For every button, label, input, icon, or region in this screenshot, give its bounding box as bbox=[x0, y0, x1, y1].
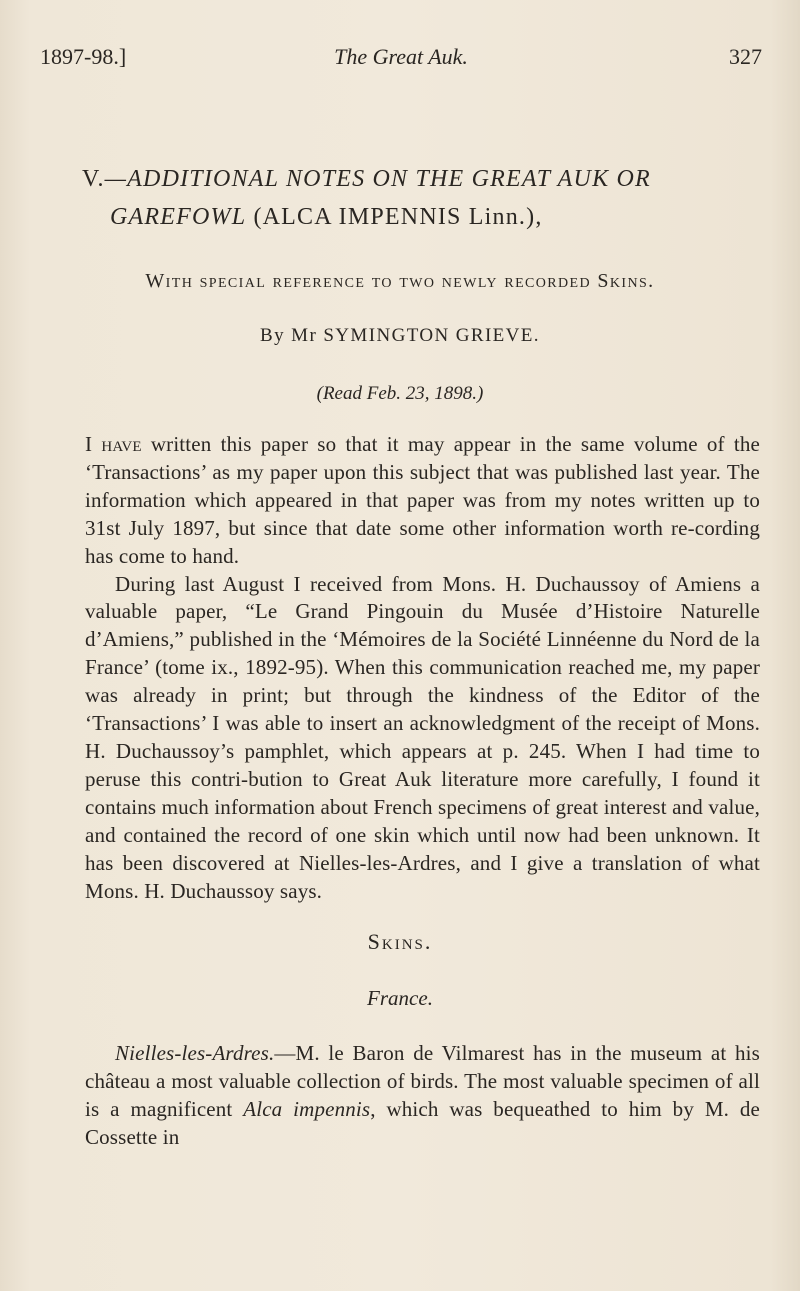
title-line1: —ADDITIONAL NOTES ON THE GREAT AUK OR bbox=[104, 166, 651, 192]
section-heading-skins: Skins. bbox=[367, 929, 433, 954]
body-text-2 bbox=[85, 1040, 760, 1152]
running-head-title: The Great Auk. bbox=[334, 44, 468, 69]
paragraph-2: During last August I received from Mons. H. Duchaussoy of Amiens a valuable paper, “Le Grand Pingouin du Musée d’Histoire Naturelle d’Amiens,” published in the ‘Mémoires de la Société Linnéenne du Nord de la France’ (tome ix., 1892-95). When this communication reached me, my paper was already in print; but through the kindness of the Editor of the ‘Transactions’ I was able to insert an acknowledgment of the receipt of Mons. H. Duchaussoy’s pamphlet, which appears at p. 245. When I had time to peruse this contri-bution to Great Auk literature more carefully, I found it contains much information about French specimens of great interest and value, and contained the record of one skin which until now had been unknown. It has been discovered at Nielles-les-Ardres, and I give a translation of what Mons. H. Duchaussoy says. bbox=[85, 571, 760, 903]
title-alca: (ALCA IMPENNIS Linn.), bbox=[246, 204, 543, 230]
paragraph-3 bbox=[85, 1040, 760, 1152]
paragraph-1-lead: I have bbox=[85, 432, 142, 456]
running-head-years: 1897-98.] bbox=[40, 44, 127, 69]
subsection-heading-france: France. bbox=[367, 986, 433, 1010]
paragraph-3-text-2: , which was bequeathed to him by M. de Cossette in bbox=[85, 1096, 761, 1149]
read-date: (Read Feb. 23, 1898.) bbox=[316, 383, 484, 404]
paragraph-1-text: written this paper so that it may appear in the same volume of the ‘Transactions’ as my paper upon this subject that was published last year. The information which appeared in that paper was from my notes written up to 31st July 1897, but since that date some other information worth re-cording has come to hand. bbox=[85, 432, 760, 568]
article-subtitle: With special reference to two newly recorded Skins. bbox=[145, 270, 655, 292]
author-line: By Mr SYMINGTON GRIEVE. bbox=[260, 325, 540, 346]
species-name: Alca impennis bbox=[243, 1096, 371, 1121]
article-title bbox=[82, 160, 762, 236]
place-name: Nielles-les-Ardres. bbox=[115, 1041, 275, 1065]
title-numeral: V. bbox=[82, 166, 105, 192]
paragraph-1 bbox=[85, 431, 760, 571]
running-head bbox=[40, 44, 762, 84]
body-text bbox=[85, 431, 760, 905]
title-garefowl: GAREFOWL bbox=[110, 204, 247, 230]
paragraph-3-text-1: —M. le Baron de Vilmarest has in the museum at his château a most valuable collection of birds. The most valuable specimen of all is a magnificent bbox=[85, 1041, 760, 1121]
title-line2 bbox=[82, 198, 762, 236]
page-number: 327 bbox=[729, 44, 762, 69]
